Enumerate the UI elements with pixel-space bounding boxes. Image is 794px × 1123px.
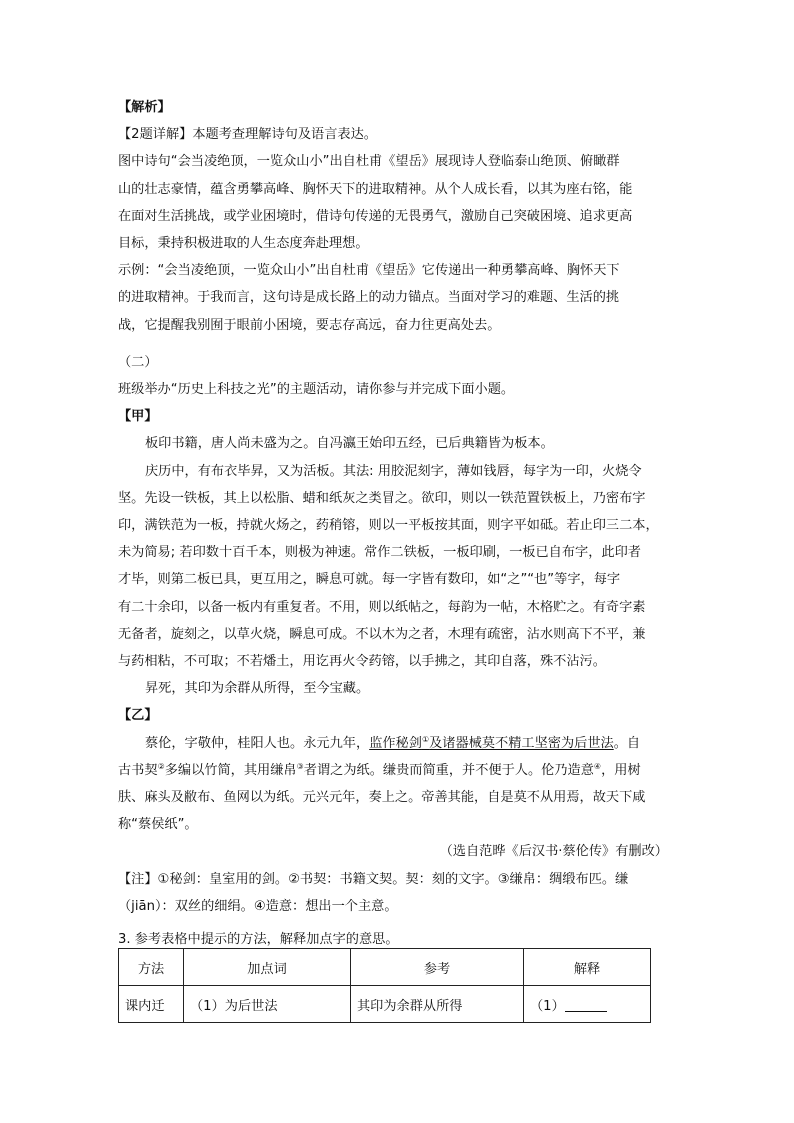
section-number: （二） [118,354,158,370]
table-row [119,986,651,1023]
header-cell: 方法 [119,949,184,986]
analysis-para2-line: 示例：“会当凌绝顶，一览众山小”出自杜甫《望岳》它传递出一种勇攀高峰、胸怀天下 [118,263,620,279]
jia-para1: 板印书籍，唐人尚未盛为之。自冯瀛王始印五经，已后典籍皆为板本。 [145,436,554,452]
analysis-para1-line: 在面对生活挑战，或学业困境时，借诗句传递的无畏勇气，激励自己突破困境、追求更高 [118,208,633,224]
jia-para2-line: 未为简易; 若印数十百千本，则极为神速。常作二铁板，一板印刷，一板已自布字，此印者 [118,545,641,561]
footnote-mark: ③ [296,761,304,771]
method-cell: 课内迁 [119,986,184,1023]
underlined-phrase: 监作秘剑①及诸器械莫不精工坚密为后世法 [369,734,614,751]
jia-para3: 昇死，其印为余群从所得，至今宝藏。 [145,681,370,697]
answer-blank[interactable] [565,997,607,1012]
question3-prompt: 3. 参考表格中提示的方法，解释加点字的意思。 [118,932,399,948]
analysis-heading: 【解析】 [118,100,171,115]
word-cell: （1）为后世法 [184,986,351,1023]
analysis-para1-line: 目标，秉持积极进取的人生态度奔赴理想。 [118,236,369,252]
document-page [118,94,678,953]
notes-line: 【注】①秘剑：皇室用的剑。②书契：书籍文契。契：刻的文字。③缣帛：绸缎布匹。缣 [118,871,629,887]
yi-line3: 肤、麻头及敝布、鱼网以为纸。元兴元年，奏上之。帝善其能，自是莫不从用焉，故天下咸 [118,790,646,806]
jia-heading: 【甲】 [118,409,158,425]
analysis-para2-line: 的进取精神。于我而言，这句诗是成长路上的动力锚点。当面对学习的难题、生活的挑 [118,290,620,306]
jia-para2-line: 有二十余印，以备一板内有重复者。不用，则以纸帖之，每韵为一帖，木格贮之。有奇字素 [118,599,646,615]
footnote-mark: ② [157,761,165,771]
jia-para2-line: 与药相粘，不可取；不若燔土，用讫再火令药镕，以手拂之，其印自落，殊不沾污。 [118,654,606,670]
header-cell: 参考 [351,949,524,986]
header-cell: 加点词 [184,949,351,986]
question3-table [118,948,651,1023]
jia-para2-line: 坚。先设一铁板，其上以松脂、蜡和纸灰之类冒之。欲印，则以一铁范置铁板上，乃密布字 [118,490,646,506]
section-intro: 班级举办“历史上科技之光”的主题活动，请你参与并完成下面小题。 [118,382,515,398]
header-cell: 解释 [524,949,651,986]
table-header-row [119,949,651,986]
source-citation: （选自范晔《后汉书·蔡伦传》有删改） [439,844,668,860]
analysis-para1-line: 山的壮志豪情，蕴含勇攀高峰、胸怀天下的进取精神。从个人成长看，以其为座右铭，能 [118,181,633,197]
q2-detail-label: 【2题详解】本题考查理解诗句及语言表达。 [118,127,377,143]
analysis-para2-line: 战，它提醒我别囿于眼前小困境，要志存高远，奋力往更高处去。 [118,317,501,333]
yi-heading: 【乙】 [118,708,158,724]
notes-line: （jiān）：双丝的细绢。④造意：想出一个主意。 [118,898,398,914]
jia-para2-line: 无备者，旋刻之，以草火烧，瞬息可成。不以木为之者，木理有疏密，沾水则高下不平，兼 [118,626,646,642]
footnote-mark: ④ [593,761,602,771]
answer-cell[interactable]: （1） [524,986,651,1023]
jia-para2-line: 才毕，则第二板已具，更互用之，瞬息可就。每一字皆有数印，如“之”“也”等字，每字 [118,572,621,588]
yi-line2: 古书契②多编以竹简，其用缣帛③者谓之为纸。缣贵而简重，并不便于人。伦乃造意④，用树 [118,761,641,778]
analysis-para1-line: 图中诗句“会当凌绝顶，一览众山小”出自杜甫《望岳》展现诗人登临泰山绝顶、俯瞰群 [118,154,620,170]
yi-line4: 称“蔡侯纸”。 [118,817,198,833]
yi-line1: 蔡伦，字敬仲，桂阳人也。永元九年，监作秘剑①及诸器械莫不精工坚密为后世法。自 [145,734,641,751]
jia-para2-line: 庆历中，有布衣毕昇，又为活板。其法: 用胶泥刻字，薄如钱唇，每字为一印，火烧令 [145,463,642,479]
footnote-mark: ① [421,734,430,744]
reference-cell: 其印为余群从所得 [351,986,524,1023]
jia-para2-line: 印，满铁范为一板，持就火炀之，药稍镕，则以一平板按其面，则字平如砥。若止印三二本， [118,518,659,534]
